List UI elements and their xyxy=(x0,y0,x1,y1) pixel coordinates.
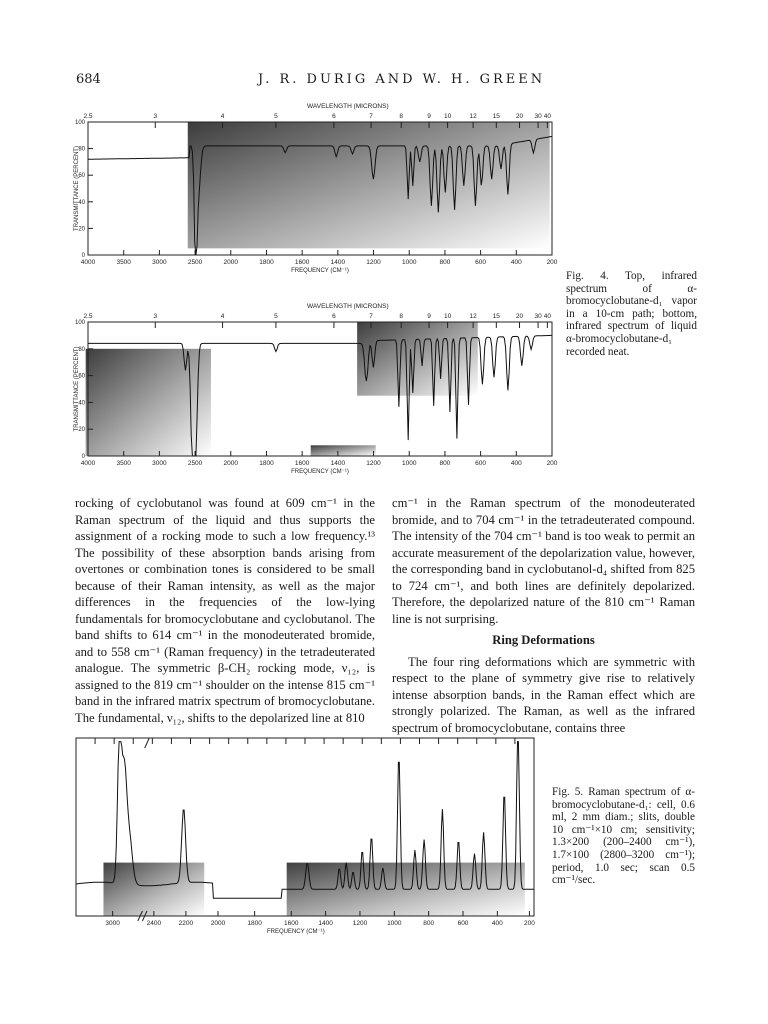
page-number: 684 xyxy=(76,72,101,87)
wavelength-tick-label: 8 xyxy=(399,113,404,120)
x-tick-label: 800 xyxy=(423,920,435,927)
x-tick-label: 1000 xyxy=(401,460,417,467)
plot-shading xyxy=(357,322,478,396)
y-tick-label: 40 xyxy=(78,199,85,206)
x-tick-label: 400 xyxy=(510,460,522,467)
wavelength-tick-label: 5 xyxy=(274,113,278,120)
wavelength-tick-label: 12 xyxy=(469,113,477,120)
x-tick-label: 1400 xyxy=(330,259,346,266)
wavelength-tick-label: 8 xyxy=(399,313,404,320)
wavelength-tick-label: 15 xyxy=(492,313,500,320)
x-tick-label: 2500 xyxy=(187,460,203,467)
x-tick-label: 600 xyxy=(457,920,469,927)
wavelength-tick-label: 40 xyxy=(543,113,551,120)
wavelength-tick-label: 2.5 xyxy=(83,313,93,320)
y-axis-title: TRANSMITTANCE (PERCENT) xyxy=(74,146,80,231)
wavelength-tick-label: 6 xyxy=(332,113,336,120)
y-tick-label: 60 xyxy=(78,373,85,380)
wavelength-tick-label: 20 xyxy=(515,113,524,120)
wavelength-tick-label: 10 xyxy=(443,113,452,120)
y-tick-label: 80 xyxy=(78,146,85,153)
x-tick-label: 3500 xyxy=(116,460,131,467)
wavelength-tick-label: 4 xyxy=(220,113,225,120)
x-tick-label: 200 xyxy=(546,259,558,266)
left-paragraph: rocking of cyclobutanol was found at 609 cm⁻¹ in the Raman spectrum of the liquid and thus supports the assignment of a rocking mode to such a low frequency.¹³ The possibility of these absorption bands arising from overtones or combination tones is considered to be small because of their Raman intensity, as well as the major differences in the frequencies of the low-lying fundamentals for bromocyclobutane and cyclobutanol. The band shifts to 614 cm⁻¹ in the monodeuterated bromide, and to 558 cm⁻¹ (Raman frequency) in the tetradeuterated analogue. The symmetric β-CH₂ rocking mode, ν₁₂, is assigned to the 819 cm⁻¹ shoulder on the intense 815 cm⁻¹ band in the infrared matrix spectrum of bromocyclobutane. The fundamental, ν₁₂, shifts to the depolarized line at 810 xyxy=(75,496,375,725)
x-tick-label: 1200 xyxy=(352,920,368,927)
y-axis-title: TRANSMITTANCE (PERCENT) xyxy=(74,346,80,432)
x-tick-label: 200 xyxy=(546,460,558,467)
y-tick-label: 60 xyxy=(78,173,85,180)
x-tick-label: 2400 xyxy=(146,920,162,927)
plot-shading xyxy=(103,863,204,916)
figure4-top-svg xyxy=(70,100,560,275)
y-tick-label: 40 xyxy=(78,400,85,407)
right-paragraph-1: cm⁻¹ in the Raman spectrum of the monodeuterated bromide, and to 704 cm⁻¹ in the tetradeuterated compound. The intensity of the 704 cm⁻¹ band is too weak to permit an accurate measurement of the depolarization value, however, the corresponding band in cyclobutanol-d₄ shifted from 825 to 724 cm⁻¹, and both lines are definitely depolarized. Therefore, the depolarized nature of the 810 cm⁻¹ Raman line is not surprising. xyxy=(392,496,695,626)
x-tick-label: 4000 xyxy=(80,259,96,266)
y-tick-label: 80 xyxy=(78,346,85,353)
x-tick-label: 4000 xyxy=(80,460,96,467)
wavelength-tick-label: 5 xyxy=(274,313,278,320)
wavelength-axis-title: WAVELENGTH (MICRONS) xyxy=(307,303,389,310)
x-tick-label: 2200 xyxy=(178,920,194,927)
wavelength-tick-label: 30 xyxy=(534,113,542,120)
x-tick-label: 1800 xyxy=(247,920,262,927)
wavelength-tick-label: 3 xyxy=(153,313,158,320)
x-axis-title: FREQUENCY (CM⁻¹) xyxy=(291,469,349,475)
x-tick-label: 3000 xyxy=(152,460,167,467)
x-tick-label: 400 xyxy=(510,259,522,266)
x-tick-label: 3000 xyxy=(105,920,120,927)
plot-shading xyxy=(188,122,550,248)
x-tick-label: 1200 xyxy=(366,460,381,467)
wavelength-tick-label: 7 xyxy=(369,113,373,120)
y-tick-label: 20 xyxy=(78,427,85,434)
wavelength-tick-label: 40 xyxy=(543,313,551,320)
x-tick-label: 1800 xyxy=(259,259,274,266)
x-tick-label: 1400 xyxy=(318,920,333,927)
right-column xyxy=(392,495,695,736)
y-tick-label: 100 xyxy=(74,120,85,126)
x-tick-label: 1600 xyxy=(294,259,310,266)
x-tick-label: 1200 xyxy=(366,259,381,266)
wavelength-axis-title: WAVELENGTH (MICRONS) xyxy=(307,103,389,110)
x-tick-label: 3500 xyxy=(116,259,131,266)
x-tick-label: 1000 xyxy=(401,259,417,266)
x-tick-label: 400 xyxy=(491,920,503,927)
wavelength-tick-label: 3 xyxy=(153,113,158,120)
wavelength-tick-label: 6 xyxy=(332,313,336,320)
left-column xyxy=(75,495,375,726)
x-tick-label: 1000 xyxy=(387,920,402,927)
x-tick-label: 2000 xyxy=(210,920,226,927)
x-tick-label: 1800 xyxy=(259,460,274,467)
plot-shading xyxy=(86,349,211,456)
y-tick-label: 100 xyxy=(74,320,85,326)
wavelength-tick-label: 30 xyxy=(534,313,542,320)
right-paragraph-2: The four ring deformations which are symmetric with respect to the plane of symmetry give rise to relatively intense absorption bands, in the Raman effect which are strongly polarized. The Raman, as well as the infrared spectrum of bromocyclobutane, contains three xyxy=(392,654,695,735)
y-tick-label: 0 xyxy=(81,454,85,460)
y-tick-label: 20 xyxy=(78,226,85,233)
x-tick-label: 1600 xyxy=(294,460,310,467)
figure5-caption: Fig. 5. Raman spectrum of α-bromocyclobutane-d₁: cell, 0.6 ml, 2 mm diam.; slits, double 10 cm⁻¹×10 cm; sensitivity; 1.3×200 (200–2400 cm⁻¹), 1.7×100 (2800–3200 cm⁻¹); period, 1.0 sec; scan 0.5 cm⁻¹/sec. xyxy=(552,786,695,887)
figure4-bottom-svg xyxy=(70,296,560,481)
figure5-svg xyxy=(72,734,542,939)
plot-shading xyxy=(311,445,376,456)
x-tick-label: 1400 xyxy=(330,460,346,467)
x-tick-label: 3000 xyxy=(152,259,167,266)
x-tick-label: 600 xyxy=(475,460,487,467)
x-tick-label: 2000 xyxy=(223,460,239,467)
wavelength-tick-label: 20 xyxy=(515,313,524,320)
wavelength-tick-label: 9 xyxy=(427,313,431,320)
wavelength-tick-label: 15 xyxy=(492,113,500,120)
wavelength-tick-label: 7 xyxy=(369,313,373,320)
y-tick-label: 0 xyxy=(81,253,85,259)
x-tick-label: 800 xyxy=(439,460,451,467)
x-tick-label: 1600 xyxy=(284,920,299,927)
wavelength-tick-label: 2.5 xyxy=(83,113,93,120)
wavelength-tick-label: 12 xyxy=(469,313,477,320)
x-tick-label: 800 xyxy=(439,259,451,266)
axis-break-mark xyxy=(145,738,150,748)
figure4-bottom-spectrum xyxy=(70,296,560,481)
x-axis-title: FREQUENCY (CM⁻¹) xyxy=(266,929,325,935)
x-tick-label: 600 xyxy=(475,259,487,266)
figure4-top-spectrum xyxy=(70,100,560,275)
x-tick-label: 2500 xyxy=(187,259,203,266)
wavelength-tick-label: 4 xyxy=(220,313,225,320)
wavelength-tick-label: 10 xyxy=(443,313,452,320)
x-tick-label: 2000 xyxy=(223,259,239,266)
running-head: J. R. DURIG AND W. H. GREEN xyxy=(258,72,546,87)
x-axis-title: FREQUENCY (CM⁻¹) xyxy=(291,268,349,274)
x-tick-label: 200 xyxy=(523,920,535,927)
section-heading: Ring Deformations xyxy=(492,633,595,647)
wavelength-tick-label: 9 xyxy=(427,113,431,120)
figure4-caption: Fig. 4. Top, infrared spectrum of α-bromocyclobutane-d₁ vapor in a 10-cm path; bottom, infrared spectrum of liquid α-bromocyclobutane-d₁ recorded neat. xyxy=(566,270,697,358)
figure5-raman-spectrum xyxy=(72,734,542,939)
